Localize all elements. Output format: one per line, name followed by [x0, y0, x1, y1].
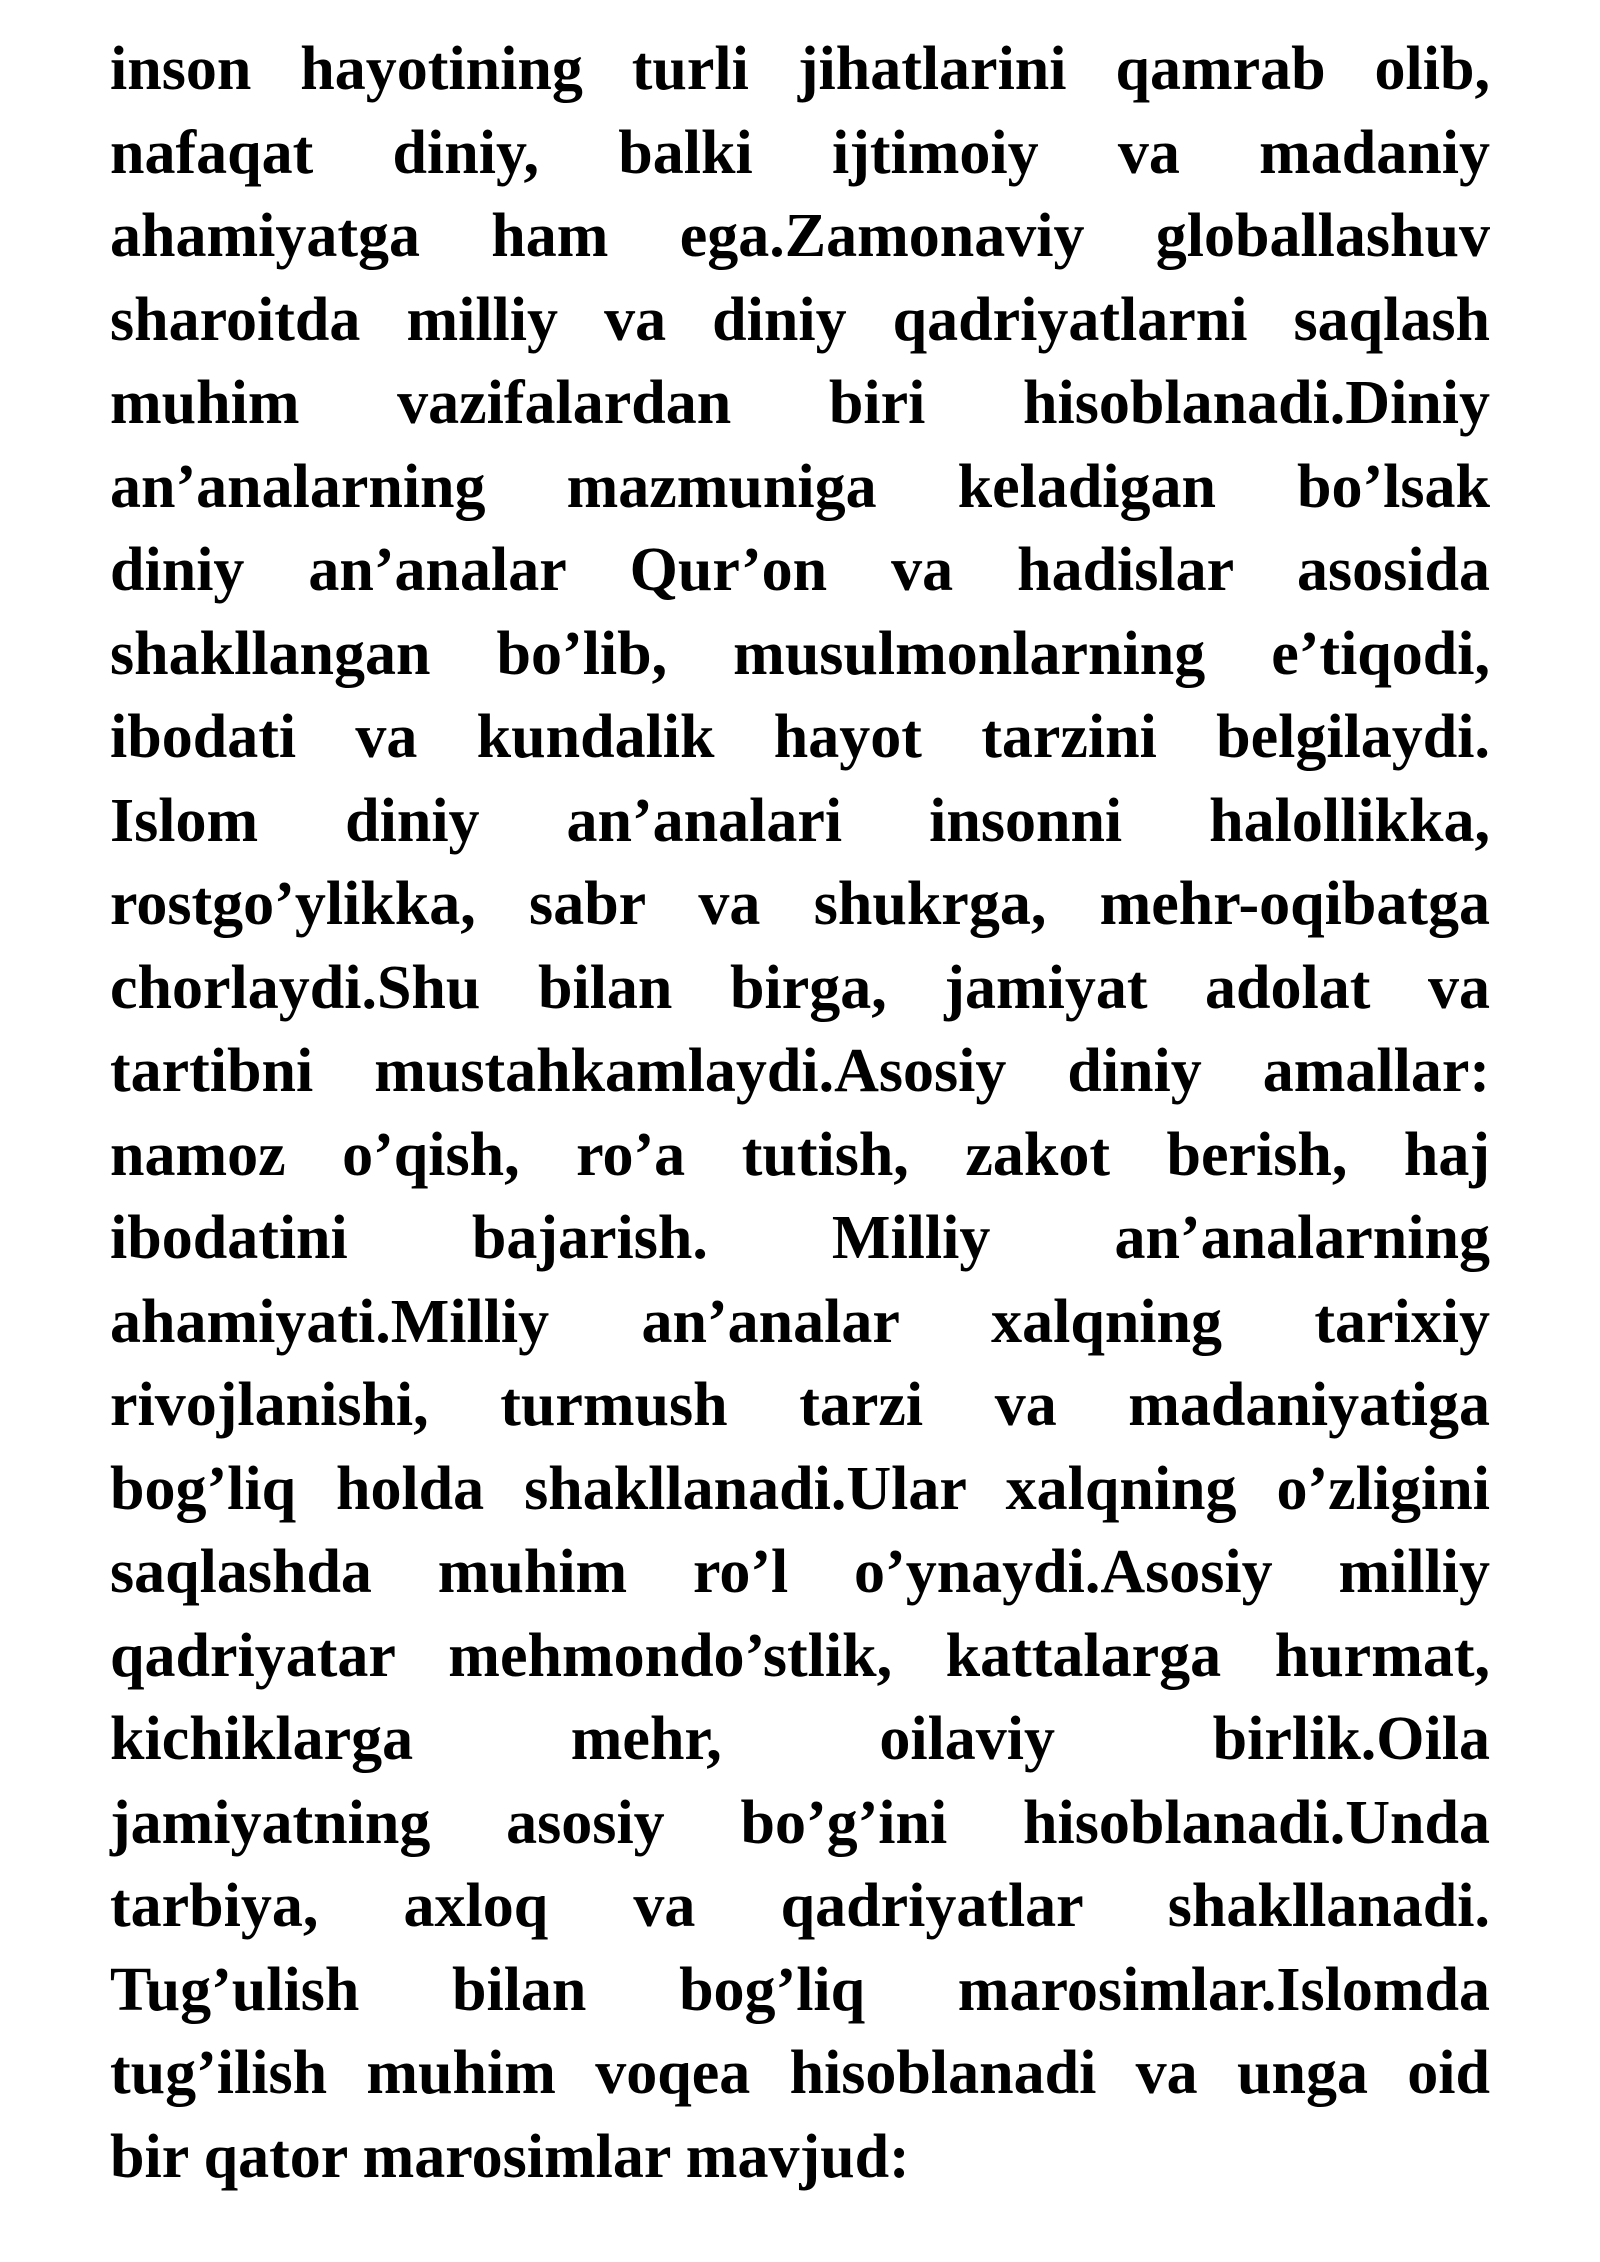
text-line: ahamiyati.Milliy an’analar xalqning tarixiy — [110, 1287, 1490, 1356]
text-line: bog’liq holda shakllanadi.Ular xalqning o’zligini — [110, 1454, 1490, 1523]
text-line: nafaqat diniy, balki ijtimoiy va madaniy — [110, 118, 1490, 187]
text-line: saqlashda muhim ro’l o’ynaydi.Asosiy milliy — [110, 1538, 1490, 1606]
text-line: rostgo’ylikka, sabr va shukrga, mehr-oqibatga — [110, 870, 1490, 938]
body-text — [110, 28, 1490, 2199]
text-line: namoz o’qish, ro’a tutish, zakot berish, haj — [110, 1120, 1490, 1189]
text-line: ibodatini bajarish. Milliy an’analarning — [110, 1204, 1490, 1272]
text-line: shakllangan bo’lib, musulmonlarning e’tiqodi, — [110, 619, 1490, 688]
text-line: ahamiyatga ham ega.Zamonaviy globallashuv — [110, 202, 1490, 270]
text-line: jamiyatning asosiy bo’g’ini hisoblanadi.Unda — [110, 1788, 1490, 1857]
text-line: sharoitda milliy va diniy qadriyatlarni saqlash — [110, 285, 1490, 354]
text-line: ibodati va kundalik hayot tarzini belgilaydi. — [110, 703, 1490, 771]
text-line: bir qator marosimlar mavjud: — [110, 2122, 910, 2191]
text-line: muhim vazifalardan biri hisoblanadi.Diniy — [110, 369, 1490, 437]
text-line: inson hayotining turli jihatlarini qamrab olib, — [110, 35, 1490, 103]
text-line: rivojlanishi, turmush tarzi va madaniyatiga — [110, 1371, 1490, 1439]
text-line: Tug’ulish bilan bog’liq marosimlar.Islomda — [110, 1955, 1490, 2024]
text-line: Islom diniy an’analari insonni halollikka, — [110, 786, 1490, 855]
text-line: diniy an’analar Qur’on va hadislar asosida — [110, 536, 1490, 604]
text-line: tug’ilish muhim voqea hisoblanadi va unga oid — [110, 2039, 1490, 2107]
text-line: qadriyatar mehmondo’stlik, kattalarga hurmat, — [110, 1621, 1490, 1690]
text-line: an’analarning mazmuniga keladigan bo’lsak — [110, 452, 1490, 521]
text-line: tartibni mustahkamlaydi.Asosiy diniy amallar: — [110, 1037, 1490, 1105]
text-line: kichiklarga mehr, oilaviy birlik.Oila — [110, 1705, 1490, 1773]
text-line: chorlaydi.Shu bilan birga, jamiyat adolat va — [110, 953, 1490, 1022]
text-line: tarbiya, axloq va qadriyatlar shakllanadi. — [110, 1872, 1490, 1940]
